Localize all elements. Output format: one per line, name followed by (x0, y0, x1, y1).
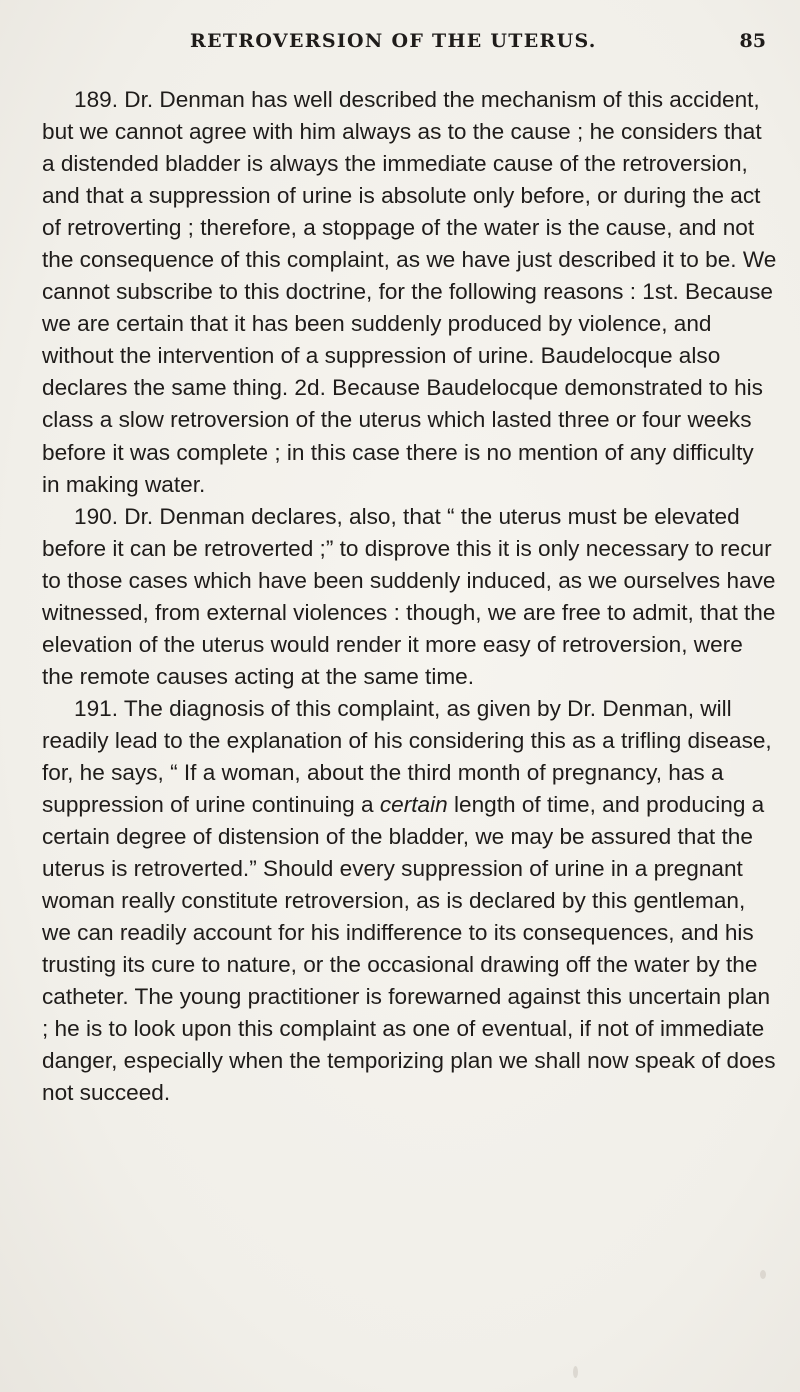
italic-word: certain (379, 792, 448, 818)
paragraph-text: length of time, and producing a certain degree of distension of the bladder, we may be assured that the uterus is retroverted.” Should every suppression of urine in a pregnant woman really constitute retroversion, as is declared by this gentleman, we can readily account for his indifference to its consequences, and his trusting its cure to nature, or the occasional drawing off the water by the catheter. The young practitioner is forewarned against this uncertain plan ; he is to look upon this complaint as one of eventual, if not of immediate danger, especially when the temporizing plan we shall now speak of does not succeed. (42, 792, 776, 1106)
body-text (42, 84, 777, 1110)
paragraph-text: Dr. Denman declares, also, that “ the uterus must be elevated before it can be retroverted ;” to disprove this it is only necessary to recur to those cases which have been suddenly induced, as we ourselves have witnessed, from external violences : though, we are free to admit, that the elevation of the uterus would render it more easy of retroversion, were the remote causes acting at the same time. (42, 503, 776, 689)
paragraph-number: 190. (74, 503, 118, 529)
paragraph-text: Dr. Denman has well described the mechanism of this accident, but we cannot agree with him always as to the cause ; he considers that a distended bladder is always the immediate cause of the retroversion, and that a suppression of urine is absolute only before, or during the act of retroverting ; therefore, a stoppage of the water is the cause, and not the consequence of this complaint, as we have just described it to be. We cannot subscribe to this doctrine, for the following reasons : 1st. Because we are certain that it has been suddenly produced by violence, and without the intervention of a suppression of urine. Baudelocque also declares the same thing. 2d. Because Baudelocque demonstrated to his class a slow retroversion of the uterus which lasted three or four weeks before it was complete ; in this case there is no mention of any difficulty in making water. (42, 87, 777, 497)
ink-spot (573, 1366, 578, 1378)
running-title: RETROVERSION OF THE UTERUS. (190, 30, 597, 52)
paragraph-number: 189. (74, 87, 118, 112)
page-number: 85 (739, 30, 766, 52)
ink-spot (760, 1270, 766, 1279)
paragraph-189 (42, 84, 777, 501)
paragraph-text: The diagnosis of this complaint, as given by Dr. Denman, will readily lead to the explanation of his considering this as a trifling disease, for, he says, “ If a woman, about the third month of pregnancy, has a suppression of urine continuing a (42, 695, 772, 818)
page-header (190, 30, 766, 56)
paragraph-number: 191. (74, 695, 118, 721)
paragraph-190 (42, 501, 777, 693)
paragraph-191 (42, 693, 777, 1110)
